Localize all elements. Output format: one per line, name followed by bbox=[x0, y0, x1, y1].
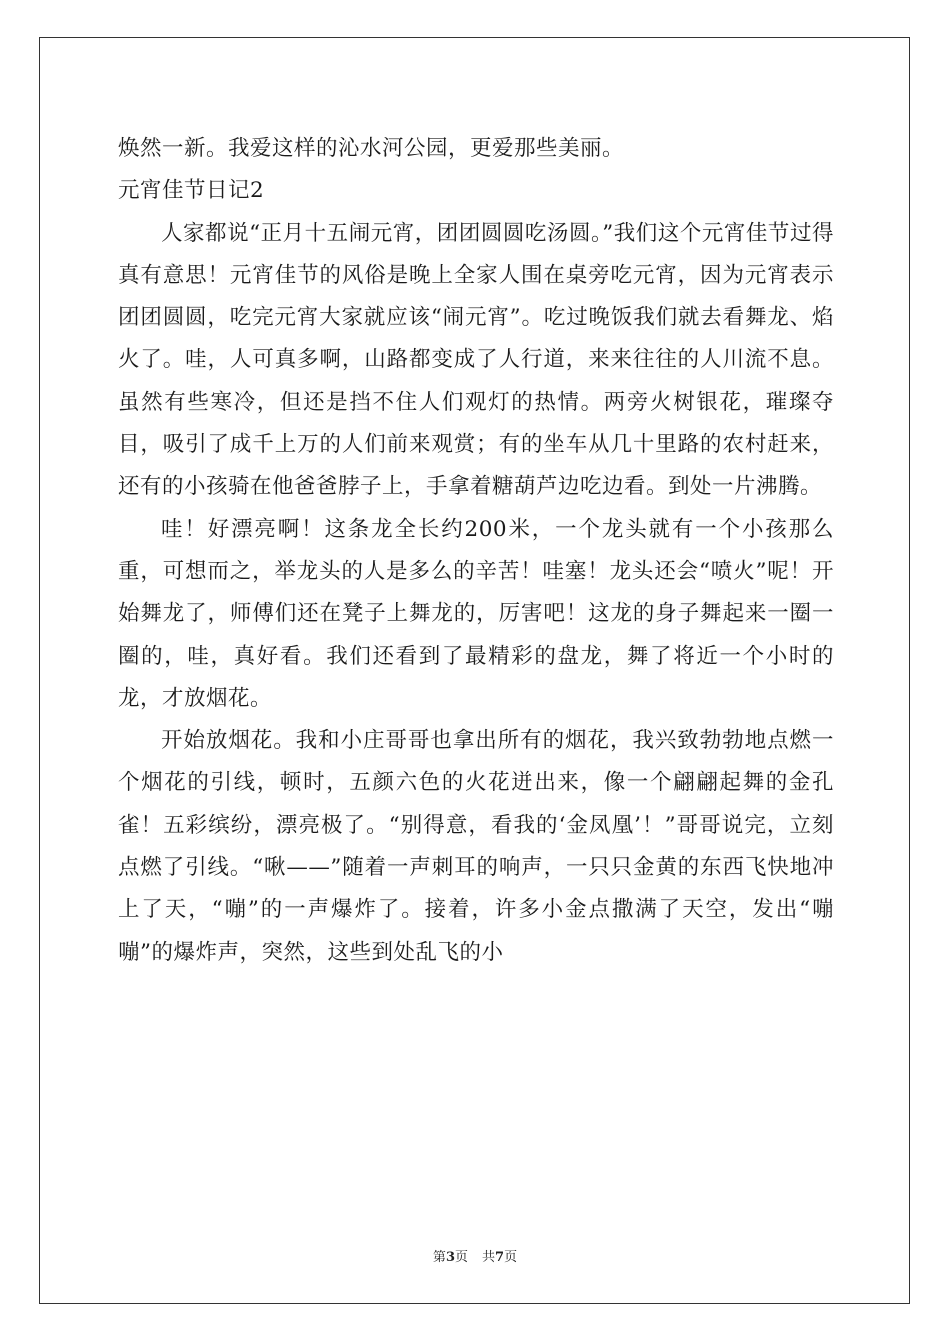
page-prefix: 第 bbox=[432, 1250, 446, 1265]
page-suffix: 页 bbox=[454, 1250, 468, 1265]
paragraph: 人家都说“正月十五闹元宵，团团圆圆吃汤圆。”我们这个元宵佳节过得真有意思！元宵佳节的风俗是晚上全家人围在桌旁吃元宵，因为元宵表示团团圆圆，吃完元宵大家就应该“闹元宵”。吃过晚饭我们就去看舞龙、焰火了。哇，人可真多啊，山路都变成了人行道，来来往往的人川流不息。虽然有些寒冷，但还是挡不住人们观灯的热情。两旁火树银花，璀璨夺目，吸引了成千上万的人们前来观赏；有的坐车从几十里路的农村赶来，还有的小孩骑在他爸爸脖子上，手拿着糖葫芦边吃边看。到处一片沸腾。 bbox=[118, 220, 834, 500]
section-heading: 元宵佳节日记2 bbox=[118, 178, 265, 204]
page-footer bbox=[0, 1246, 950, 1265]
total-suffix: 页 bbox=[504, 1250, 518, 1265]
paragraph-continuation: 焕然一新。我爱这样的沁水河公园，更爱那些美丽。 bbox=[118, 136, 625, 161]
paragraph: 哇！好漂亮啊！这条龙全长约200米，一个龙头就有一个小孩那么重，可想而之，举龙头的人是多么的辛苦！哇塞！龙头还会“喷火”呢！开始舞龙了，师傅们还在凳子上舞龙的，厉害吧！这龙的身子舞起来一圈一圈的，哇，真好看。我们还看到了最精彩的盘龙，舞了将近一个小时的龙，才放烟花。 bbox=[118, 516, 834, 711]
total-prefix: 共 bbox=[482, 1250, 496, 1265]
paragraph: 开始放烟花。我和小庄哥哥也拿出所有的烟花，我兴致勃勃地点燃一个烟花的引线，顿时，五颜六色的火花迸出来，像一个翩翩起舞的金孔雀！五彩缤纷，漂亮极了。“别得意，看我的‘金凤凰’！”哥哥说完，立刻点燃了引线。“啾——”随着一声刺耳的响声，一只只金黄的东西飞快地冲上了天，“嘣”的一声爆炸了。接着，许多小金点撒满了天空，发出“嘣嘣”的爆炸声，突然，这些到处乱飞的小 bbox=[118, 728, 834, 965]
page-total: 7 bbox=[495, 1250, 505, 1265]
page-current: 3 bbox=[445, 1250, 455, 1265]
document-body bbox=[118, 128, 834, 974]
